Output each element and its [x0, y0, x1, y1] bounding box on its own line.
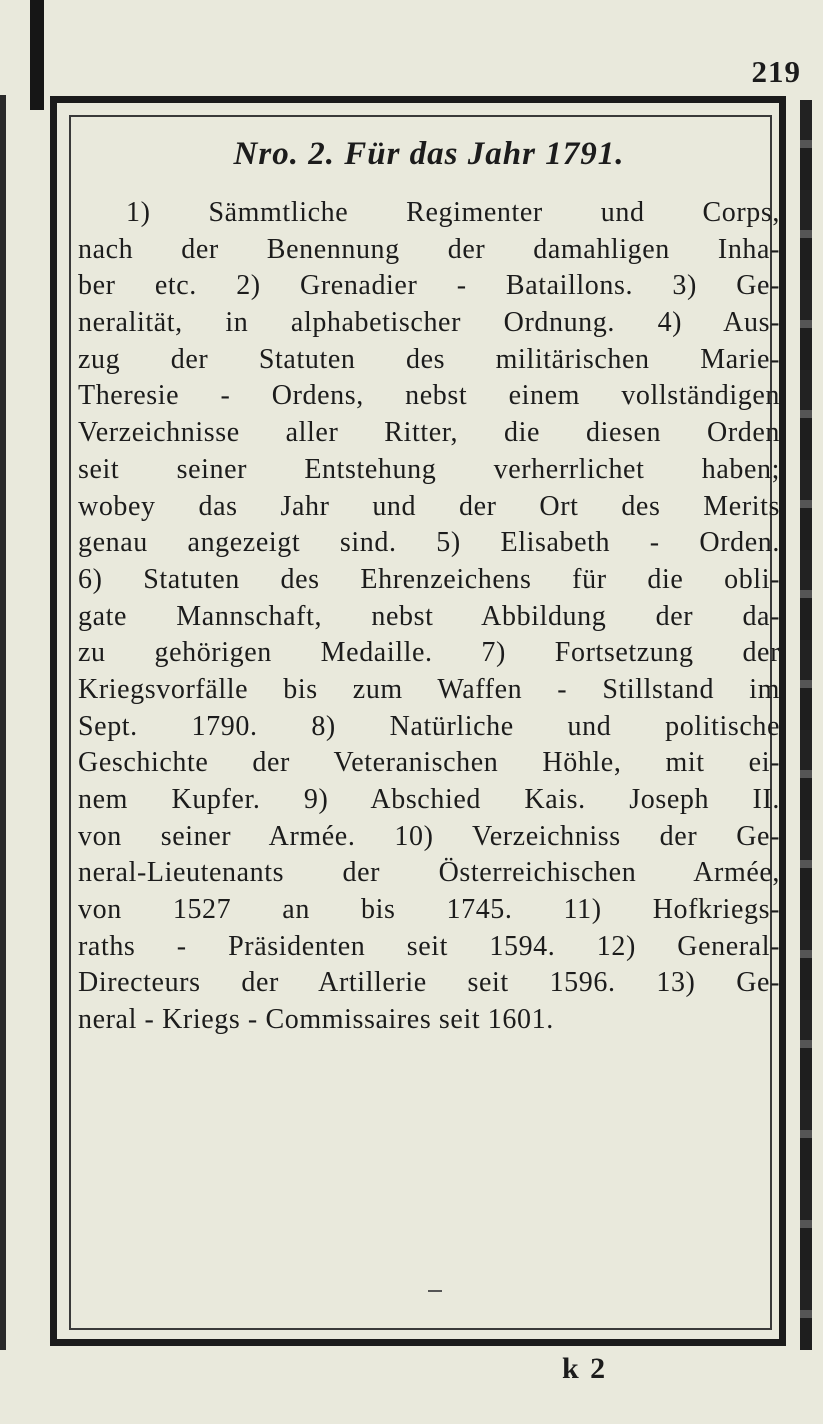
text-line: seit seiner Entstehung verherrlichet haben; — [78, 453, 780, 485]
text-line: wobey das Jahr und der Ort des Merits — [78, 490, 780, 522]
text-line: nach der Benennung der damahligen Inha- — [78, 233, 780, 265]
text-line: Geschichte der Veteranischen Höhle, mit ei- — [78, 747, 780, 779]
text-line: Theresie - Ordens, nebst einem vollständigen — [78, 380, 780, 412]
text-line: neralität, in alphabetischer Ordnung. 4) Aus- — [78, 307, 780, 339]
section-heading: Nro. 2. Für das Jahr 1791. — [233, 136, 625, 172]
text-line: von 1527 an bis 1745. 11) Hofkriegs- — [78, 894, 780, 926]
page-edge-right — [800, 100, 812, 1350]
text-line: ber etc. 2) Grenadier - Bataillons. 3) Ge- — [78, 270, 780, 302]
text-line: nem Kupfer. 9) Abschied Kais. Joseph II. — [78, 784, 780, 815]
text-block — [78, 136, 780, 1039]
text-line: gate Mannschaft, nebst Abbildung der da- — [78, 600, 780, 632]
body-paragraph — [78, 195, 780, 1039]
text-line: Sept. 1790. 8) Natürliche und politische — [78, 710, 780, 742]
text-line: neral - Kriegs - Commissaires seit 1601. — [78, 1004, 554, 1036]
text-line: raths - Präsidenten seit 1594. 12) General- — [78, 930, 780, 962]
text-line: 6) Statuten des Ehrenzeichens für die obli- — [78, 563, 780, 595]
ornament-dash — [428, 1290, 442, 1292]
text-line: neral-Lieutenants der Österreichischen Armée, — [78, 857, 780, 889]
gutter-shadow — [30, 0, 44, 110]
text-line: Directeurs der Artillerie seit 1596. 13) Ge- — [78, 967, 780, 999]
gutter-edge — [0, 95, 6, 1350]
signature-mark: k 2 — [562, 1352, 608, 1385]
text-line: zug der Statuten des militärischen Marie- — [78, 343, 780, 375]
text-line: von seiner Armée. 10) Verzeichniss der Ge- — [78, 820, 780, 852]
text-line: 1) Sämmtliche Regimenter und Corps, — [126, 197, 780, 228]
page-number: 219 — [751, 54, 801, 89]
text-line: Verzeichnisse aller Ritter, die diesen Orden — [78, 417, 780, 449]
text-line: Kriegsvorfälle bis zum Waffen - Stillstand im — [78, 673, 780, 705]
text-line: genau angezeigt sind. 5) Elisabeth - Orden. — [78, 527, 780, 559]
text-line: zu gehörigen Medaille. 7) Fortsetzung der — [78, 637, 780, 669]
